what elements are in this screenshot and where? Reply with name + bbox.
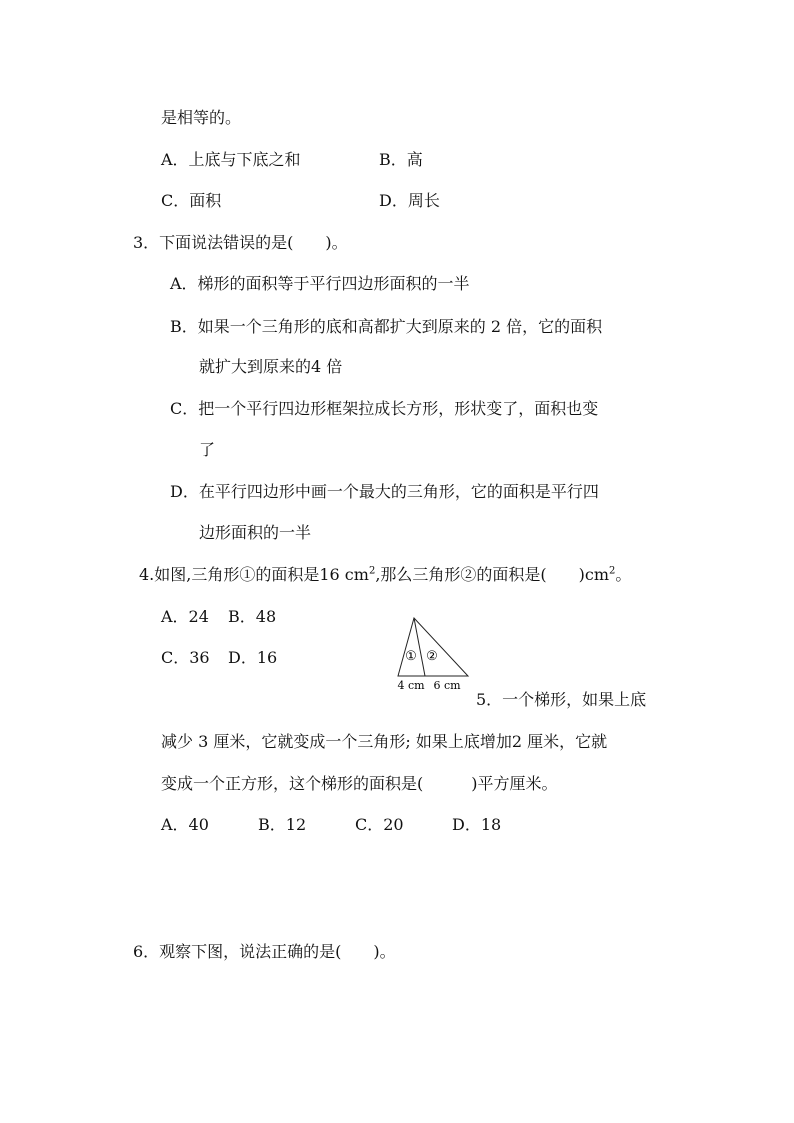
q4-option-d[interactable]: D．16 bbox=[228, 648, 278, 667]
q5-option-c[interactable]: C．20 bbox=[355, 815, 404, 834]
q4-stem bbox=[139, 565, 631, 585]
q4-option-c[interactable]: C．36 bbox=[161, 648, 210, 667]
q5-stem-line3: 变成一个正方形，这个梯形的面积是( )平方厘米。 bbox=[161, 774, 558, 793]
q5-option-a[interactable]: A．40 bbox=[161, 815, 209, 834]
triangle-2-label: ② bbox=[426, 649, 438, 664]
base-right-label: 6 cm bbox=[433, 679, 461, 692]
q4-option-b[interactable]: B．48 bbox=[228, 607, 277, 626]
q3-option-d-line2[interactable]: 边形面积的一半 bbox=[199, 523, 312, 542]
q5-option-d[interactable]: D．18 bbox=[452, 815, 502, 834]
triangle-figure bbox=[384, 612, 480, 694]
q4-stem-sup1: 2 bbox=[368, 565, 376, 577]
q3-option-b-line1[interactable]: B．如果一个三角形的底和高都扩大到原来的 2 倍，它的面积 bbox=[170, 317, 603, 336]
q3-option-c-line1[interactable]: C．把一个平行四边形框架拉成长方形，形状变了，面积也变 bbox=[170, 399, 599, 418]
q3-option-b-line2[interactable]: 就扩大到原来的4 倍 bbox=[199, 357, 343, 376]
q3-option-c-line2[interactable]: 了 bbox=[199, 440, 216, 459]
q2-stem-tail: 是相等的。 bbox=[161, 108, 242, 127]
dividing-line bbox=[414, 618, 425, 676]
q3-option-a[interactable]: A．梯形的面积等于平行四边形面积的一半 bbox=[170, 274, 470, 293]
q2-option-c[interactable]: C．面积 bbox=[161, 191, 222, 210]
triangle-1-label: ① bbox=[405, 649, 417, 664]
q5-option-b[interactable]: B．12 bbox=[258, 815, 307, 834]
q2-option-b[interactable]: B．高 bbox=[379, 150, 423, 169]
q4-stem-sup2: 2 bbox=[609, 565, 616, 577]
q3-stem: 3．下面说法错误的是( )。 bbox=[133, 233, 348, 252]
q4-stem-end: 。 bbox=[615, 565, 632, 584]
q2-option-d[interactable]: D．周长 bbox=[379, 191, 440, 210]
q4-stem-part2: ,那么三角形②的面积是( )cm bbox=[375, 565, 610, 584]
outer-triangle bbox=[398, 618, 468, 676]
q6-stem: 6．观察下图，说法正确的是( )。 bbox=[133, 942, 396, 961]
q5-stem-line2: 减少 3 厘米，它就变成一个三角形; 如果上底增加2 厘米，它就 bbox=[161, 732, 608, 751]
base-left-label: 4 cm bbox=[397, 679, 425, 692]
q4-option-a[interactable]: A．24 bbox=[161, 607, 209, 626]
q5-stem-line1: 5．一个梯形，如果上底 bbox=[476, 690, 647, 709]
q3-option-d-line1[interactable]: D．在平行四边形中画一个最大的三角形，它的面积是平行四 bbox=[170, 482, 599, 501]
q2-option-a[interactable]: A．上底与下底之和 bbox=[161, 150, 301, 169]
q4-stem-part1: 4.如图,三角形①的面积是16 cm bbox=[139, 565, 369, 584]
